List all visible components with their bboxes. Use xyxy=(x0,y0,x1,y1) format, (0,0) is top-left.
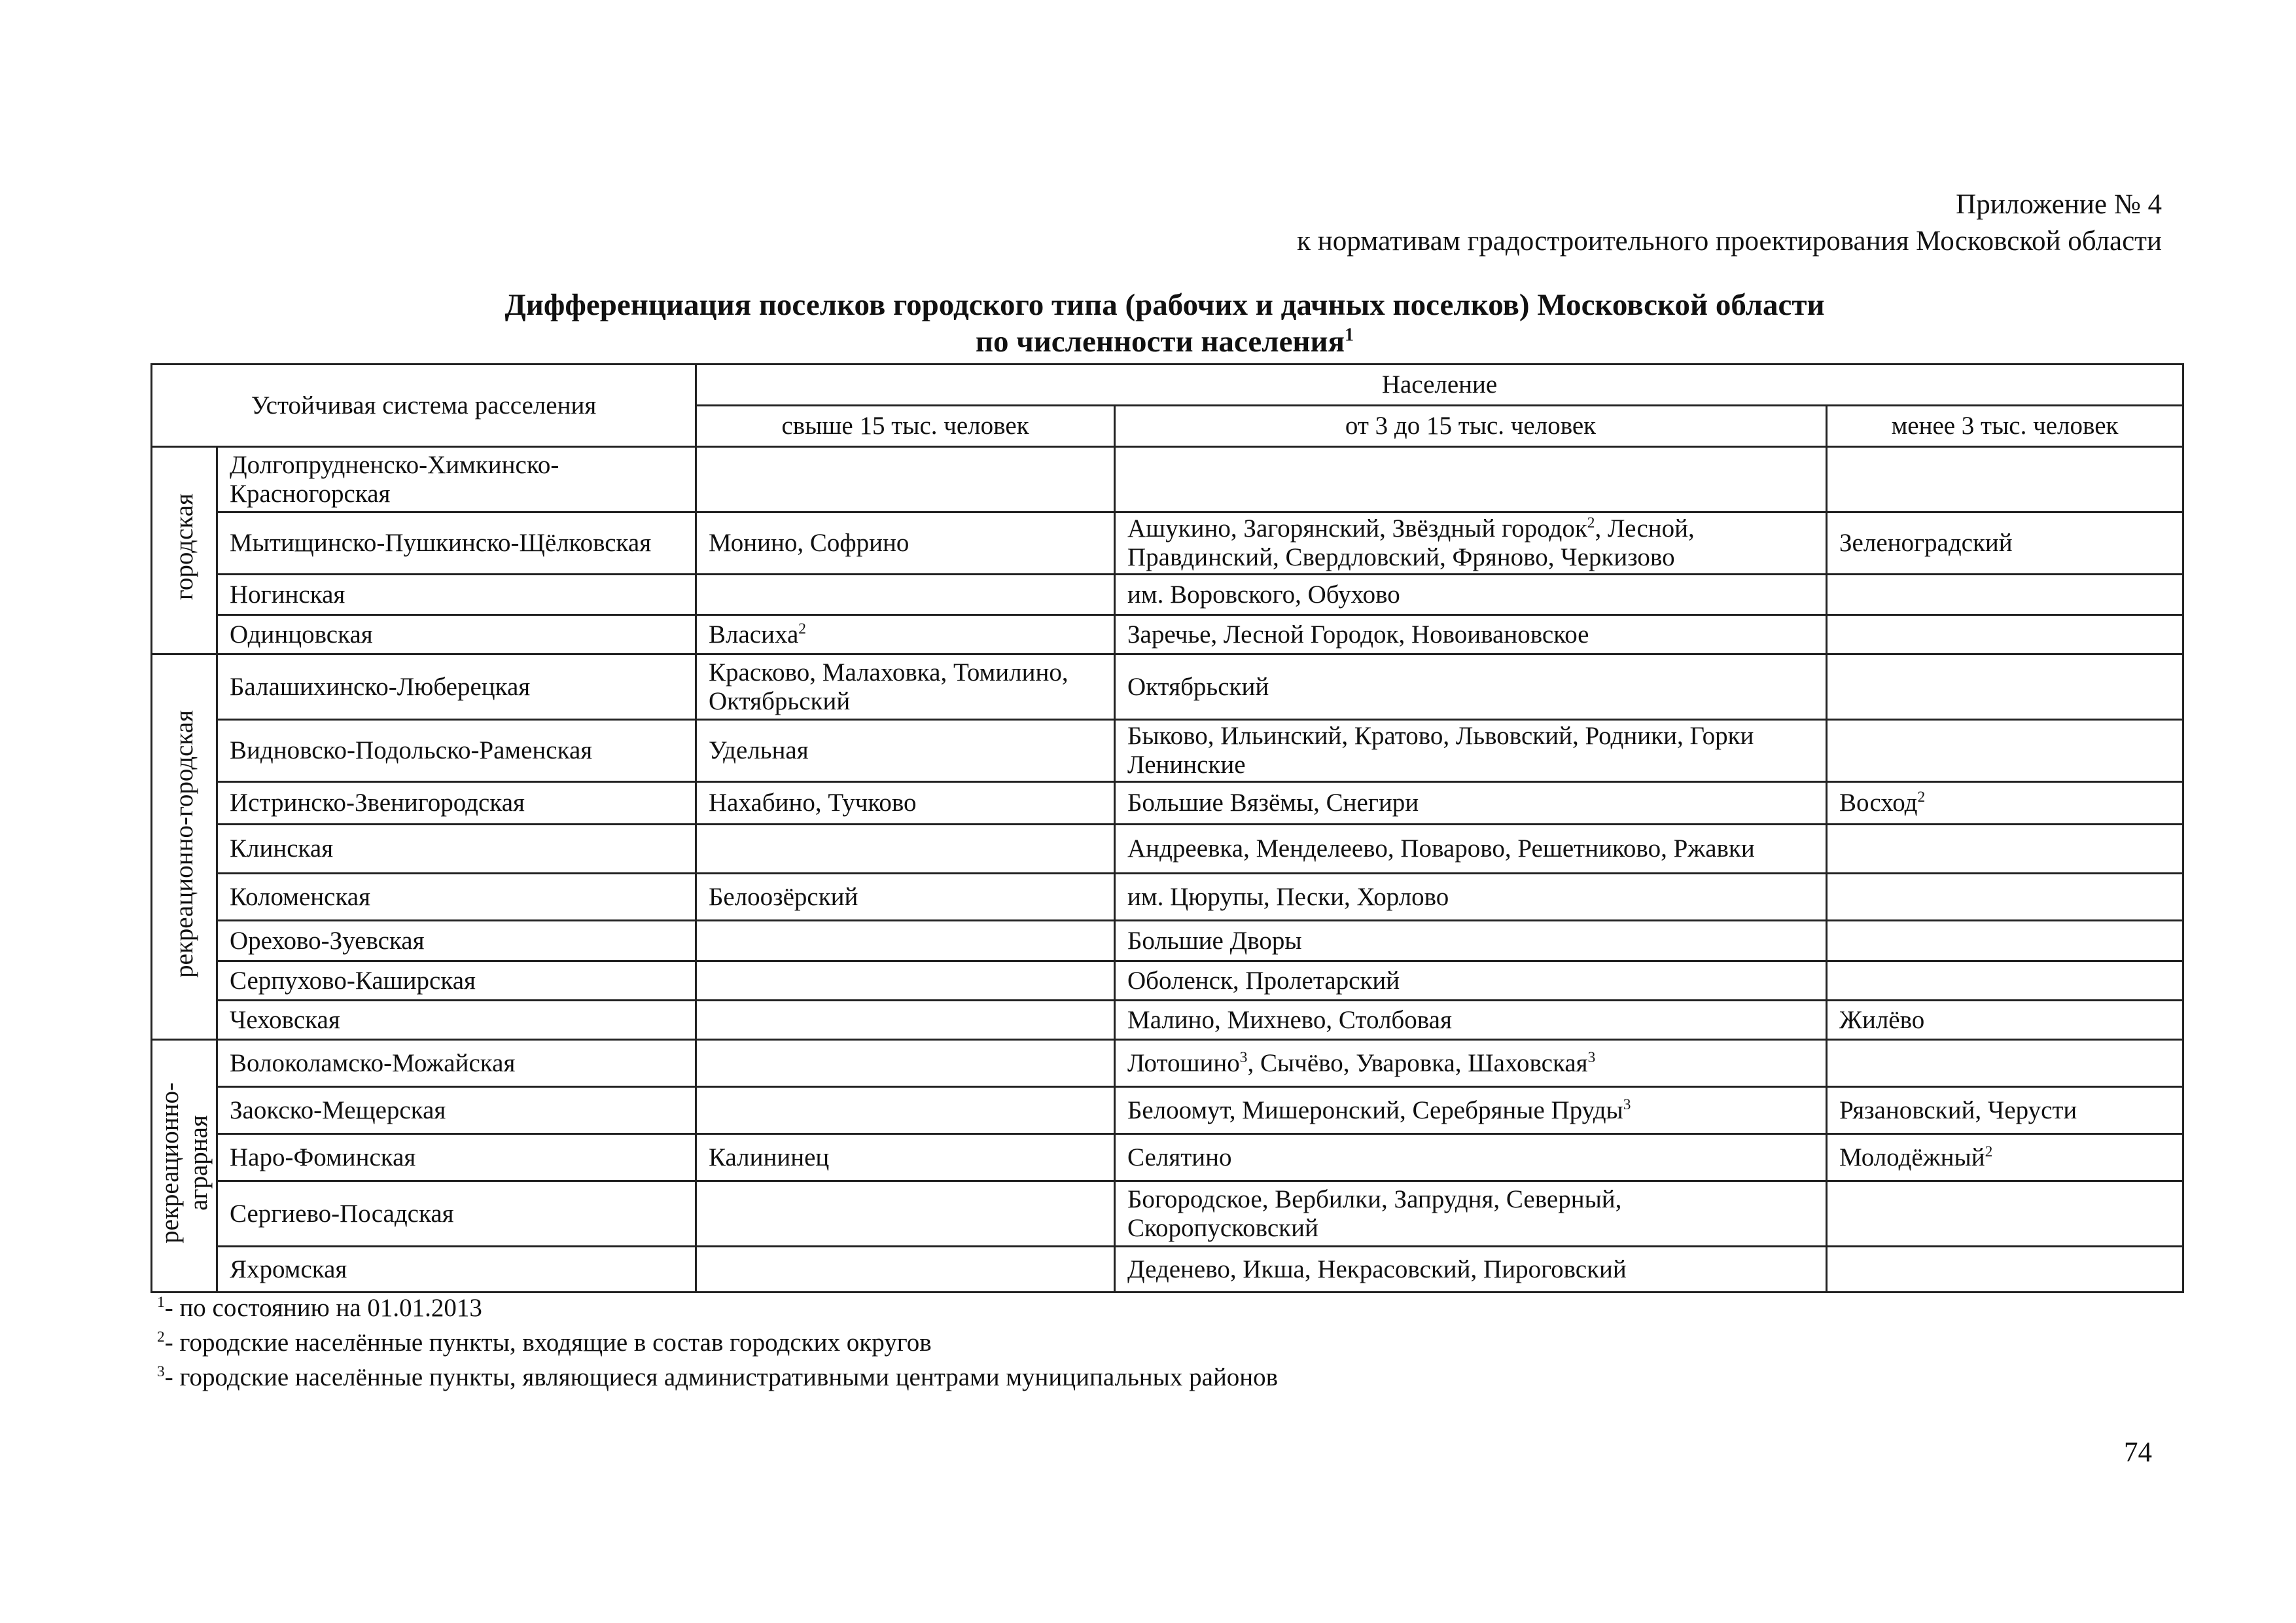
title-line-2 xyxy=(150,323,2179,360)
footnote-ref: 3 xyxy=(1239,1048,1248,1066)
cell-system: Одинцовская xyxy=(217,615,696,654)
cell-over-15 xyxy=(696,1087,1115,1134)
cell-system: Ногинская xyxy=(217,575,696,615)
table-row xyxy=(152,874,2183,921)
cell-system: Заокско-Мещерская xyxy=(217,1087,696,1134)
cell-over-15: Белоозёрский xyxy=(696,874,1115,921)
table-row xyxy=(152,825,2183,874)
cell-over-15 xyxy=(696,575,1115,615)
page-number: 74 xyxy=(2124,1437,2152,1468)
cell-system: Волоколамско-Можайская xyxy=(217,1040,696,1087)
footnote-mark: 3 xyxy=(157,1363,165,1380)
cell-under-3: Рязановский, Черусти xyxy=(1827,1087,2183,1134)
cell-text: Лотошино xyxy=(1127,1048,1240,1077)
cell-under-3 xyxy=(1827,575,2183,615)
cell-under-3 xyxy=(1827,615,2183,654)
header-row-1 xyxy=(152,365,2183,406)
population-table xyxy=(150,363,2184,1293)
cell-under-3 xyxy=(1827,921,2183,961)
cell-system: Истринско-Звенигородская xyxy=(217,782,696,825)
footnote-mark: 2 xyxy=(157,1329,165,1346)
footnote-text: - по состоянию на 01.01.2013 xyxy=(164,1294,482,1322)
cell-3-to-15: Заречье, Лесной Городок, Новоивановское xyxy=(1115,615,1827,654)
cell-under-3: Зеленоградский xyxy=(1827,512,2183,575)
table-row xyxy=(152,447,2183,512)
cell-system: Серпухово-Каширская xyxy=(217,961,696,1001)
cell-under-3 xyxy=(1827,654,2183,720)
cell-3-to-15: Андреевка, Менделеево, Поварово, Решетниково, Ржавки xyxy=(1115,825,1827,874)
cell-under-3 xyxy=(1827,961,2183,1001)
footnote-ref: 2 xyxy=(1917,789,1926,806)
cell-over-15 xyxy=(696,825,1115,874)
title-line-2-text: по численности населения xyxy=(975,325,1345,359)
cell-3-to-15: им. Цюрупы, Пески, Хорлово xyxy=(1115,874,1827,921)
header-system: Устойчивая система расселения xyxy=(152,365,696,447)
cell-text: Власиха xyxy=(709,620,799,649)
table-row xyxy=(152,782,2183,825)
footnote-ref: 3 xyxy=(1623,1096,1631,1113)
cell-3-to-15: Большие Дворы xyxy=(1115,921,1827,961)
footnote-ref: 2 xyxy=(1985,1143,1993,1160)
cell-3-to-15: им. Воровского, Обухово xyxy=(1115,575,1827,615)
cell-3-to-15 xyxy=(1115,1087,1827,1134)
cell-under-3 xyxy=(1827,447,2183,512)
cell-text: , Сычёво, Уваровка, Шаховская xyxy=(1247,1048,1588,1077)
header-over-15: свыше 15 тыс. человек xyxy=(696,406,1115,447)
appendix-line-1: Приложение № 4 xyxy=(1956,189,2162,220)
footnote-ref: 2 xyxy=(1587,514,1595,531)
table-row xyxy=(152,1134,2183,1181)
cell-system: Коломенская xyxy=(217,874,696,921)
cell-under-3 xyxy=(1827,1181,2183,1247)
cell-under-3 xyxy=(1827,782,2183,825)
cell-over-15 xyxy=(696,1181,1115,1247)
footnote-ref: 2 xyxy=(798,620,806,637)
table-row xyxy=(152,654,2183,720)
group-recreational-urban-label: рекреационно-городская xyxy=(169,709,198,978)
group-label-line-2: аграрная xyxy=(184,1115,213,1211)
footnote-1 xyxy=(157,1293,482,1324)
cell-system: Наро-Фоминская xyxy=(217,1134,696,1181)
table-row xyxy=(152,961,2183,1001)
cell-system: Сергиево-Посадская xyxy=(217,1181,696,1247)
cell-text: Ашукино, Загорянский, Звёздный городок xyxy=(1127,514,1587,543)
cell-under-3 xyxy=(1827,825,2183,874)
footnote-text: - городские населённые пункты, являющиеся административными центрами муниципальных районов xyxy=(164,1363,1279,1391)
cell-text: Белоомут, Мишеронский, Серебряные Пруды xyxy=(1127,1096,1623,1124)
group-label-line-1: рекреационно- xyxy=(155,1082,184,1243)
cell-over-15 xyxy=(696,921,1115,961)
cell-under-3: Жилёво xyxy=(1827,1001,2183,1040)
title-line-1: Дифференциация поселков городского типа (рабочих и дачных поселков) Московской области xyxy=(504,288,1825,322)
table-row xyxy=(152,615,2183,654)
footnote-mark: 1 xyxy=(157,1294,165,1311)
cell-over-15: Монино, Софрино xyxy=(696,512,1115,575)
cell-3-to-15: Оболенск, Пролетарский xyxy=(1115,961,1827,1001)
cell-under-3 xyxy=(1827,1040,2183,1087)
cell-3-to-15: Малино, Михнево, Столбовая xyxy=(1115,1001,1827,1040)
cell-system: Орехово-Зуевская xyxy=(217,921,696,961)
cell-over-15 xyxy=(696,615,1115,654)
cell-over-15 xyxy=(696,1247,1115,1293)
table-row xyxy=(152,921,2183,961)
cell-over-15: Удельная xyxy=(696,720,1115,782)
group-recreational-agrarian-label xyxy=(156,1082,213,1243)
cell-system: Клинская xyxy=(217,825,696,874)
footnote-ref: 3 xyxy=(1587,1048,1596,1066)
cell-text: Молодёжный xyxy=(1839,1143,1985,1171)
table-row xyxy=(152,720,2183,782)
table-row xyxy=(152,512,2183,575)
cell-system: Чеховская xyxy=(217,1001,696,1040)
group-recreational-agrarian xyxy=(152,1040,217,1293)
cell-under-3 xyxy=(1827,720,2183,782)
table-row xyxy=(152,1247,2183,1293)
cell-over-15 xyxy=(696,961,1115,1001)
table-row xyxy=(152,1087,2183,1134)
cell-system: Мытищинско-Пушкинско-Щёлковская xyxy=(217,512,696,575)
table-row xyxy=(152,1181,2183,1247)
table-row xyxy=(152,575,2183,615)
cell-3-to-15 xyxy=(1115,512,1827,575)
footnote-3 xyxy=(157,1362,1278,1393)
cell-3-to-15: Деденево, Икша, Некрасовский, Пироговский xyxy=(1115,1247,1827,1293)
cell-system: Видновско-Подольско-Раменская xyxy=(217,720,696,782)
header-3-to-15: от 3 до 15 тыс. человек xyxy=(1115,406,1827,447)
group-urban-label: городская xyxy=(169,493,198,601)
header-under-3: менее 3 тыс. человек xyxy=(1827,406,2183,447)
footnote-2 xyxy=(157,1327,932,1359)
cell-under-3 xyxy=(1827,1134,2183,1181)
cell-3-to-15: Богородское, Вербилки, Запрудня, Северный, Скоропусковский xyxy=(1115,1181,1827,1247)
group-recreational-urban xyxy=(152,654,217,1040)
cell-3-to-15: Большие Вязёмы, Снегири xyxy=(1115,782,1827,825)
group-urban xyxy=(152,447,217,654)
document-title xyxy=(150,287,2179,360)
header-population: Население xyxy=(696,365,2183,406)
cell-system: Балашихинско-Люберецкая xyxy=(217,654,696,720)
cell-text: , Лесной, Правдинский, Свердловский, Фряново, Черкизово xyxy=(1127,514,1695,571)
appendix-note xyxy=(1297,187,2162,260)
cell-over-15 xyxy=(696,1001,1115,1040)
cell-system: Долгопрудненско-Химкинско-Красногорская xyxy=(217,447,696,512)
cell-3-to-15: Октябрьский xyxy=(1115,654,1827,720)
cell-3-to-15 xyxy=(1115,447,1827,512)
cell-over-15: Нахабино, Тучково xyxy=(696,782,1115,825)
cell-3-to-15: Быково, Ильинский, Кратово, Львовский, Родники, Горки Ленинские xyxy=(1115,720,1827,782)
cell-over-15: Красково, Малаховка, Томилино, Октябрьский xyxy=(696,654,1115,720)
cell-under-3 xyxy=(1827,874,2183,921)
cell-system: Яхромская xyxy=(217,1247,696,1293)
cell-over-15: Калининец xyxy=(696,1134,1115,1181)
footnote-text: - городские населённые пункты, входящие в состав городских округов xyxy=(164,1329,932,1357)
cell-text: Восход xyxy=(1839,789,1918,817)
table-row xyxy=(152,1001,2183,1040)
cell-over-15 xyxy=(696,1040,1115,1087)
cell-3-to-15 xyxy=(1115,1040,1827,1087)
appendix-line-2: к нормативам градостроительного проектирования Московской области xyxy=(1297,226,2162,257)
title-footnote-ref: 1 xyxy=(1345,325,1354,346)
cell-over-15 xyxy=(696,447,1115,512)
cell-3-to-15: Селятино xyxy=(1115,1134,1827,1181)
table-row xyxy=(152,1040,2183,1087)
cell-under-3 xyxy=(1827,1247,2183,1293)
